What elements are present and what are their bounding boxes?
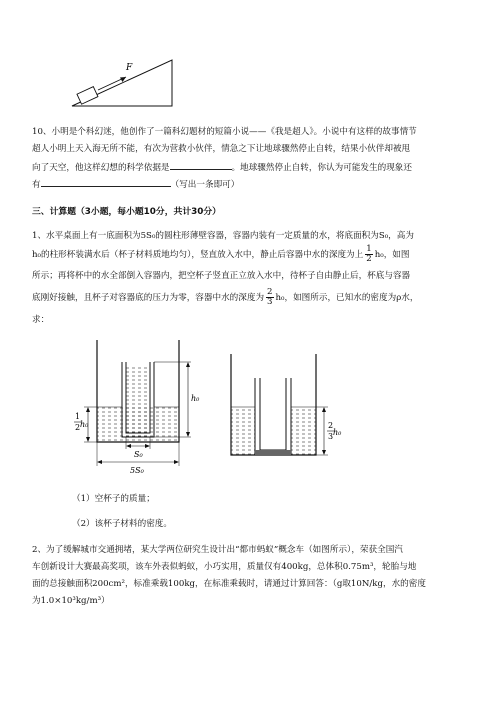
q1-line-4 — [32, 287, 418, 309]
answer-blank-1[interactable] — [170, 160, 232, 170]
container-figure-1 — [60, 338, 210, 478]
q10-line-4-a: 有 — [32, 180, 41, 190]
force-label: F — [126, 63, 133, 73]
q1-line-5: 求： — [32, 315, 50, 325]
q1-line-3: 所示；再将杯中的水全部倒入容器内，把空杯子竖直正立放入水中，待杯子自由静止后，杯底与容器 — [32, 271, 411, 281]
q1-line-4-a: 底刚好接触，且杯子对容器底的压力为零，容器中水的深度为 — [32, 293, 265, 303]
dim-half-den: 2 — [75, 423, 81, 432]
q1-sub-2: （2）该杯子材料的密度。 — [72, 519, 172, 529]
cup2-bottom — [255, 450, 291, 455]
dim-two-den: 3 — [328, 432, 334, 441]
fraction-two-thirds: $\frac{2}{3}$ — [267, 287, 273, 307]
dim-s0: S₀ — [134, 450, 143, 459]
dim-two-h: h₀ — [333, 428, 342, 437]
section-title: 三、计算题（3小题，每小题10分，共计30分） — [32, 207, 221, 217]
block — [77, 87, 98, 105]
dim-5s0: 5S₀ — [130, 466, 144, 475]
dim-half-num: 1 — [75, 412, 81, 421]
q1-line-2-b: h₀，如图 — [374, 250, 410, 260]
q10-line-2: 超人小明上天入海无所不能，有次为营救小伙伴，情急之下让地球骤然停止自转，结果小伙伴却被甩 — [32, 144, 411, 154]
q10-line-3 — [32, 160, 412, 174]
q10-line-4 — [32, 177, 239, 191]
container2-water-right — [291, 407, 316, 455]
q10-line-3-b: 。地球骤然停止自转，你认为可能发生的现象还 — [231, 163, 412, 173]
q10-line-1: 10、小明是个科幻迷，他创作了一篇科幻题材的短篇小说——《我是超人》。小说中有这样的故事情节 — [32, 127, 417, 137]
q10-line-4-b: （写出一条即可） — [170, 180, 240, 190]
q2-line-4: 为1.0×10³kg/m³） — [32, 596, 110, 606]
q1-line-2 — [32, 244, 410, 266]
q1-line-1: 1、水平桌面上有一底面积为5S₀的圆柱形薄壁容器，容器内装有一定质量的水，将底面积为S₀，高为 — [32, 231, 414, 241]
incline-figure — [68, 56, 178, 108]
container-figure-2 — [224, 352, 344, 462]
q2-line-3: 面的总接触面积200cm²，标准乘载100kg，在标准乘载时，请通过计算回答：（g取10N/kg，水的密度 — [32, 579, 426, 589]
dim-h0: h₀ — [191, 394, 200, 403]
answer-blank-2[interactable] — [41, 177, 171, 187]
q1-line-2-prefix: 上 — [354, 250, 364, 260]
q1-line-2-a: h₀的柱形杯装满水后（杯子材料质地均匀），竖直放入水中，静止后容器中水的深度为 — [32, 250, 355, 260]
q2-line-2: 车创新设计大赛最高奖项，该车外表似蚂蚁，小巧实用，质量仅有400kg，总体积0.75m³，轮胎与地 — [32, 562, 417, 572]
dim-half-h: h₀ — [80, 420, 89, 429]
q10-line-3-a: 向了天空，他这样幻想的科学依据是 — [32, 163, 170, 173]
cup2 — [255, 378, 291, 455]
fraction-one-half: $\frac{1}{2}$ — [366, 244, 372, 264]
cup-water — [126, 366, 150, 437]
q2-line-1: 2、为了缓解城市交通拥堵，某大学两位研究生设计出“都市蚂蚁”概念车（如图所示），荣获全国汽 — [32, 545, 403, 555]
q1-sub-1: （1）空杯子的质量； — [72, 494, 155, 504]
dim-two-num: 2 — [328, 421, 334, 430]
container2-water-left — [231, 407, 255, 455]
q1-line-4-b: h₀，如图所示，已知水的密度为ρ水， — [275, 293, 419, 303]
